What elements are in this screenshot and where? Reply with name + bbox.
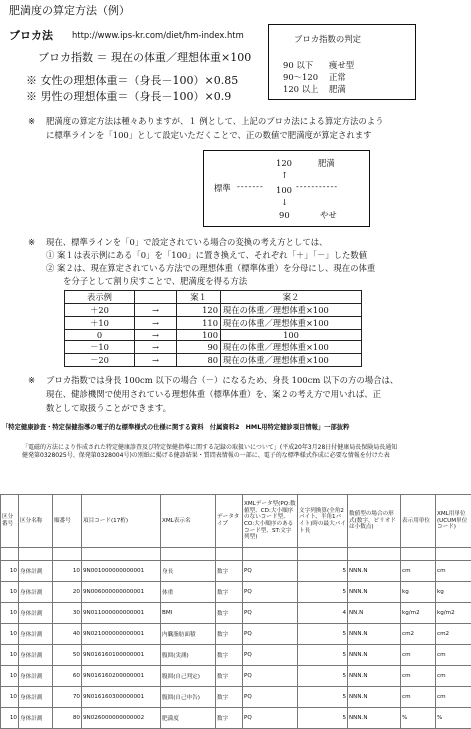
judge-range: 90～120 <box>283 72 318 83</box>
data-type: 数字 <box>216 624 243 645</box>
col-header: XML用単位(UCUM単位コード) <box>436 495 471 548</box>
plan2-value: 現在の体重／理想体重×100 <box>221 341 362 354</box>
xml-unit: cm <box>436 561 471 582</box>
numeric-format: NNN.N <box>348 624 401 645</box>
plan1-value: 80 <box>177 354 221 367</box>
col-header: 表示用単位 <box>401 495 436 548</box>
standard-dashed-line-right: ----------- <box>296 181 338 192</box>
xml-unit: cm <box>436 687 471 708</box>
plan1-value: 120 <box>177 304 221 317</box>
judge-range: 90 以下 <box>283 60 313 71</box>
up-arrow-icon: ↑ <box>281 170 288 181</box>
arrow-icon: → <box>135 341 177 354</box>
xml-display-name: 内臓脂肪面積 <box>161 624 216 645</box>
order-number: 40 <box>53 624 82 645</box>
note2-item2b: を分子として割り戻すことで、肥満度を得る方法 <box>63 276 247 287</box>
xml-display-name: 体重 <box>161 582 216 603</box>
category-name: 身体計測 <box>19 666 53 687</box>
broca-label: ブロカ法 <box>9 29 53 42</box>
data-type: 数字 <box>216 561 243 582</box>
display-example: 0 <box>65 330 135 341</box>
reference-desc-line1: 「電磁的方法により作成された特定健康診査及び特定保健指導に関する記録の取扱いについて」(平成20年3月28日付健康局長保険局長通知 <box>22 444 397 452</box>
max-byte-length: 5 <box>298 687 348 708</box>
xml-display-name: 腹囲(自己判定) <box>161 666 216 687</box>
data-type: 数字 <box>216 645 243 666</box>
display-example: ＋10 <box>65 317 135 330</box>
page-title: 肥満度の算定方法（例） <box>9 4 130 17</box>
table-row <box>1 666 471 687</box>
data-type: 数字 <box>216 708 243 729</box>
note-mark: ※ <box>28 237 35 248</box>
numeric-format: NNN.N <box>348 666 401 687</box>
item-code: 9N011000000000001 <box>82 603 161 624</box>
plan2-value: 現在の体重／理想体重×100 <box>221 354 362 367</box>
male-ideal-weight: ※ 男性の理想体重＝（身長－100）×0.9 <box>26 90 231 103</box>
col-header: XMLデータ型(PQ:数値型、CD:大小順序のないコード型、CO:大小順序のあるコード型、ST:文字列型) <box>243 495 298 548</box>
plan2-value: 現在の体重／理想体重×100 <box>221 304 362 317</box>
diagram-top-value: 120 <box>276 158 292 169</box>
max-byte-length: 5 <box>298 645 348 666</box>
xml-data-type: PQ <box>243 708 298 729</box>
display-unit: kg <box>401 582 436 603</box>
order-number: 80 <box>53 708 82 729</box>
display-unit: cm <box>401 645 436 666</box>
display-unit: % <box>401 708 436 729</box>
max-byte-length: 5 <box>298 708 348 729</box>
category-number: 10 <box>1 666 19 687</box>
diagram-bottom-label: やせ <box>320 210 337 221</box>
reference-title: 「特定健康診査・特定保健指導の電子的な標準様式の仕様に関する資料 付属資料2 HML用特定健診項目情報」一部抜粋 <box>2 424 349 432</box>
category-name: 身体計測 <box>19 582 53 603</box>
judge-title: ブロカ指数の判定 <box>294 34 361 45</box>
xml-display-name: 身長 <box>161 561 216 582</box>
display-unit: cm <box>401 666 436 687</box>
female-ideal-weight: ※ 女性の理想体重＝（身長－100）×0.85 <box>26 74 238 87</box>
col-header: XML表示名 <box>161 495 216 548</box>
col-header <box>135 291 177 304</box>
item-code: 9N026000000000002 <box>82 708 161 729</box>
table-row <box>1 603 471 624</box>
col-header: 文字列換算(全角2バイト、半角1バイト)時の最大バイト長 <box>298 495 348 548</box>
arrow-icon: → <box>135 330 177 341</box>
category-name: 身体計測 <box>19 624 53 645</box>
category-name: 身体計測 <box>19 645 53 666</box>
plan2-value: 現在の体重／理想体重×100 <box>221 317 362 330</box>
numeric-format: NNN.N <box>348 561 401 582</box>
xml-data-type: PQ <box>243 645 298 666</box>
standard-line-diagram <box>203 150 370 227</box>
numeric-format: NNN.N <box>348 582 401 603</box>
xml-unit: % <box>436 708 471 729</box>
xml-data-type: PQ <box>243 624 298 645</box>
table-row <box>1 708 471 729</box>
col-header: 項目コード(17桁) <box>82 495 161 548</box>
judge-label: 正常 <box>329 72 346 83</box>
col-header: データタイプ <box>216 495 243 548</box>
xml-data-type: PQ <box>243 561 298 582</box>
numeric-format: NNN.N <box>348 645 401 666</box>
broca-url: http://www.ips-kr.com/diet/hm-index.htm <box>72 30 244 41</box>
display-unit: cm <box>401 687 436 708</box>
diagram-top-label: 肥満 <box>318 158 335 169</box>
note3-line2: 現在、健診機関で使用されている理想体重（標準体重）を、案２の考え方で用いれば、正 <box>46 389 381 400</box>
display-unit: kg/m2 <box>401 603 436 624</box>
table-row <box>1 561 471 582</box>
category-number: 10 <box>1 624 19 645</box>
table-row <box>1 624 471 645</box>
item-code: 9N016160200000001 <box>82 666 161 687</box>
note-mark: ※ <box>28 375 35 386</box>
reference-desc-line2: 健発第0328025号、保発第0328004号)の別紙に掲げる健診結果・質問表情報の一部に、電子的な標準様式作成に必要な情報を付けた表 <box>22 452 390 460</box>
diagram-bottom-value: 90 <box>279 210 290 221</box>
xml-unit: cm2 <box>436 624 471 645</box>
order-number: 20 <box>53 582 82 603</box>
numeric-format: NNN.N <box>348 687 401 708</box>
col-header: 数値型の場合の形式(数字、ピリオドは小数点) <box>348 495 401 548</box>
note2-item2a: ② 案２は、現在算定されている方法での理想体重（標準体重）を分母にし、現在の体重 <box>46 263 375 274</box>
col-header: 区分名称 <box>19 495 53 548</box>
col-header: 表示例 <box>65 291 135 304</box>
item-code: 9N016160100000001 <box>82 645 161 666</box>
xml-display-name: BMI <box>161 603 216 624</box>
table-row <box>1 687 471 708</box>
category-name: 身体計測 <box>19 687 53 708</box>
down-arrow-icon: ↓ <box>281 197 288 208</box>
judge-box <box>268 24 416 100</box>
diagram-mid-label: 標準 <box>214 183 231 194</box>
judge-label: 肥満 <box>329 84 346 95</box>
conversion-table <box>64 290 362 367</box>
col-header: 区分番号 <box>1 495 19 548</box>
item-code: 9N021000000000001 <box>82 624 161 645</box>
display-unit: cm2 <box>401 624 436 645</box>
data-type: 数字 <box>216 666 243 687</box>
table-row <box>65 330 362 341</box>
arrow-icon: → <box>135 354 177 367</box>
note1-line1: 肥満度の算定方法は種々ありますが、１ 例として、上記のブロカ法による算定方法のよう <box>46 116 384 127</box>
display-example: －10 <box>65 341 135 354</box>
category-number: 10 <box>1 687 19 708</box>
health-item-table <box>0 494 471 729</box>
data-type: 数字 <box>216 582 243 603</box>
item-code: 9N006000000000001 <box>82 582 161 603</box>
order-number: 30 <box>53 603 82 624</box>
numeric-format: NN.N <box>348 603 401 624</box>
category-name: 身体計測 <box>19 561 53 582</box>
xml-data-type: PQ <box>243 687 298 708</box>
order-number: 10 <box>53 561 82 582</box>
category-number: 10 <box>1 708 19 729</box>
max-byte-length: 4 <box>298 603 348 624</box>
xml-data-type: PQ <box>243 603 298 624</box>
broca-formula: ブロカ指数 ＝ 現在の体重／理想体重×100 <box>38 51 251 64</box>
plan1-value: 110 <box>177 317 221 330</box>
table-row <box>65 341 362 354</box>
max-byte-length: 5 <box>298 582 348 603</box>
header-row <box>1 495 471 548</box>
note2-line1: 現在、標準ラインを「0」で設定されている場合の変換の考え方としては、 <box>46 237 327 248</box>
category-number: 10 <box>1 645 19 666</box>
category-number: 10 <box>1 582 19 603</box>
xml-display-name: 肥満度 <box>161 708 216 729</box>
max-byte-length: 5 <box>298 666 348 687</box>
table-row <box>1 645 471 666</box>
arrow-icon: → <box>135 317 177 330</box>
plan1-value: 100 <box>177 330 221 341</box>
note1-line2: に標準ラインを「100」として設定いただくことで、正の数値で肥満度が算定されます <box>46 130 371 141</box>
max-byte-length: 5 <box>298 561 348 582</box>
xml-display-name: 腹囲(自己申告) <box>161 687 216 708</box>
xml-unit: kg <box>436 582 471 603</box>
numeric-format: NNN.N <box>348 708 401 729</box>
col-header: 案１ <box>177 291 221 304</box>
display-example: ＋20 <box>65 304 135 317</box>
note3-line3: 数として取扱うことができます。 <box>46 403 171 414</box>
data-type: 数字 <box>216 603 243 624</box>
display-unit: cm <box>401 561 436 582</box>
order-number: 50 <box>53 645 82 666</box>
note2-item1: ① 案１は表示例にある「0」を「100」に置き換えて、それぞれ「＋」「－」した数値 <box>46 250 367 261</box>
xml-data-type: PQ <box>243 582 298 603</box>
category-number: 10 <box>1 603 19 624</box>
note3-line1: ブロカ指数では身長 100cm 以下の場合（－）になるため、身長 100cm 以下の方の場合は、 <box>46 375 398 386</box>
xml-unit: cm <box>436 666 471 687</box>
xml-unit: cm <box>436 645 471 666</box>
max-byte-length: 5 <box>298 624 348 645</box>
data-type: 数字 <box>216 687 243 708</box>
order-number: 70 <box>53 687 82 708</box>
spacer-row <box>1 548 471 561</box>
category-name: 身体計測 <box>19 708 53 729</box>
judge-label: 痩せ型 <box>329 60 354 71</box>
item-code: 9N001000000000001 <box>82 561 161 582</box>
diagram-mid-value: 100 <box>276 185 292 196</box>
table-row <box>1 582 471 603</box>
xml-unit: kg/m2 <box>436 603 471 624</box>
xml-data-type: PQ <box>243 666 298 687</box>
judge-range: 120 以上 <box>283 84 318 95</box>
table-row <box>65 317 362 330</box>
xml-display-name: 腹囲(実測) <box>161 645 216 666</box>
table-row <box>65 304 362 317</box>
note-mark: ※ <box>28 116 35 127</box>
category-name: 身体計測 <box>19 603 53 624</box>
col-header: 案２ <box>221 291 362 304</box>
standard-dashed-line-left: ------- <box>237 181 264 192</box>
col-header: 順番号 <box>53 495 82 548</box>
plan1-value: 90 <box>177 341 221 354</box>
arrow-icon: → <box>135 304 177 317</box>
order-number: 60 <box>53 666 82 687</box>
display-example: －20 <box>65 354 135 367</box>
table-row <box>65 354 362 367</box>
category-number: 10 <box>1 561 19 582</box>
plan2-value: 100 <box>221 330 362 341</box>
item-code: 9N016160300000001 <box>82 687 161 708</box>
